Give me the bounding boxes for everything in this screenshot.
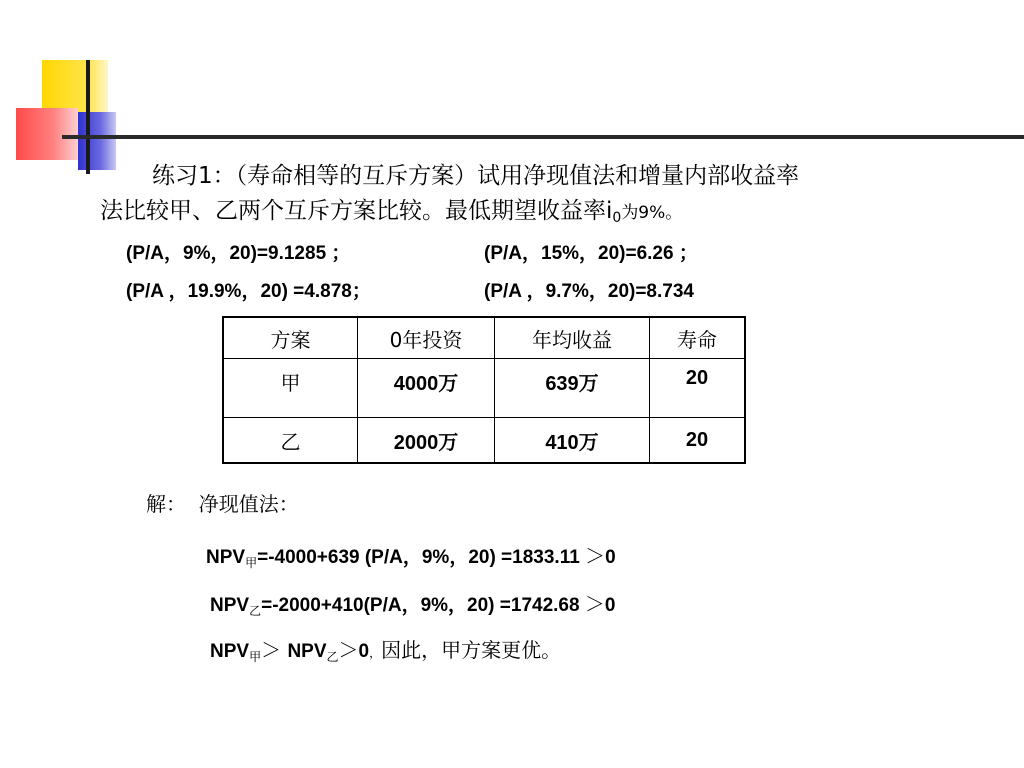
decor-blue-square: [78, 112, 116, 170]
npv-comparison: [210, 634, 561, 665]
factor-3: (P/A ，19.9%，20) =4.878；: [126, 281, 371, 302]
greater-than-symbol: ＞: [338, 638, 359, 662]
table-header-row: [223, 317, 745, 359]
comma: ，: [369, 646, 382, 660]
table-row: [223, 418, 745, 464]
npv-label: NPV: [287, 641, 327, 662]
scheme-table: [222, 316, 746, 464]
npv-yi-expression: =-2000+410(P/A，9%，20) =1742.68: [261, 595, 585, 616]
table-cell: 2000万: [358, 418, 495, 464]
table-header-cell: 年均收益: [495, 317, 650, 359]
npv-sub-yi: 乙: [249, 604, 262, 618]
npv-label: NPV: [210, 595, 250, 616]
solution-heading: 解： 净现值法：: [146, 492, 299, 516]
npv-jia-equation: [206, 540, 616, 571]
problem-line-1-text: 练习1：（寿命相等的互斥方案）试用净现值法和增量内部收益率: [152, 163, 800, 189]
npv-label: NPV: [210, 641, 250, 662]
table-header-cell: 寿命: [650, 317, 746, 359]
table-cell: 甲: [223, 359, 358, 418]
greater-than-symbol: ＞: [585, 544, 606, 568]
zero-value: 0: [358, 641, 370, 662]
greater-than-symbol: ＞: [261, 638, 288, 662]
npv-label: NPV: [206, 547, 246, 568]
problem-line-2-prefix: 法比较甲、乙两个互斥方案比较。最低期望收益率i: [100, 198, 613, 224]
factor-1: (P/A，9%，20)=9.1285 ；: [126, 243, 351, 264]
decor-vertical-line: [86, 60, 90, 174]
npv-sub-jia: 甲: [249, 650, 262, 664]
npv-yi-equation: [210, 588, 615, 619]
decor-red-square: [16, 108, 78, 160]
table-cell: 410万: [495, 418, 650, 464]
problem-line-2-suffix: 为9%。: [621, 203, 683, 223]
problem-line-1: [152, 159, 799, 194]
table-cell: 20: [650, 359, 746, 418]
table-header-cell: 0年投资: [358, 317, 495, 359]
decor-horizontal-line: [62, 135, 1024, 139]
npv-sub-yi: 乙: [326, 650, 339, 664]
npv-sub-jia: 甲: [245, 556, 258, 570]
conclusion-text: 因此，甲方案更优。: [381, 638, 562, 662]
table-cell: 乙: [223, 418, 358, 464]
zero-value: 0: [605, 547, 616, 568]
table-cell: 20: [650, 418, 746, 464]
factor-2: (P/A，15%，20)=6.26 ；: [484, 243, 698, 264]
problem-line-2-sub: 0: [612, 210, 622, 226]
problem-line-2: [100, 194, 682, 236]
greater-than-symbol: ＞: [584, 592, 605, 616]
zero-value: 0: [604, 595, 616, 616]
table-cell: 639万: [495, 359, 650, 418]
table-row: [223, 359, 745, 418]
table-header-cell: 方案: [223, 317, 358, 359]
npv-jia-expression: =-4000+639 (P/A，9%，20) =1833.11: [257, 547, 586, 568]
factor-4: (P/A ，9.7%，20)=8.734: [484, 281, 694, 302]
table-cell: 4000万: [358, 359, 495, 418]
